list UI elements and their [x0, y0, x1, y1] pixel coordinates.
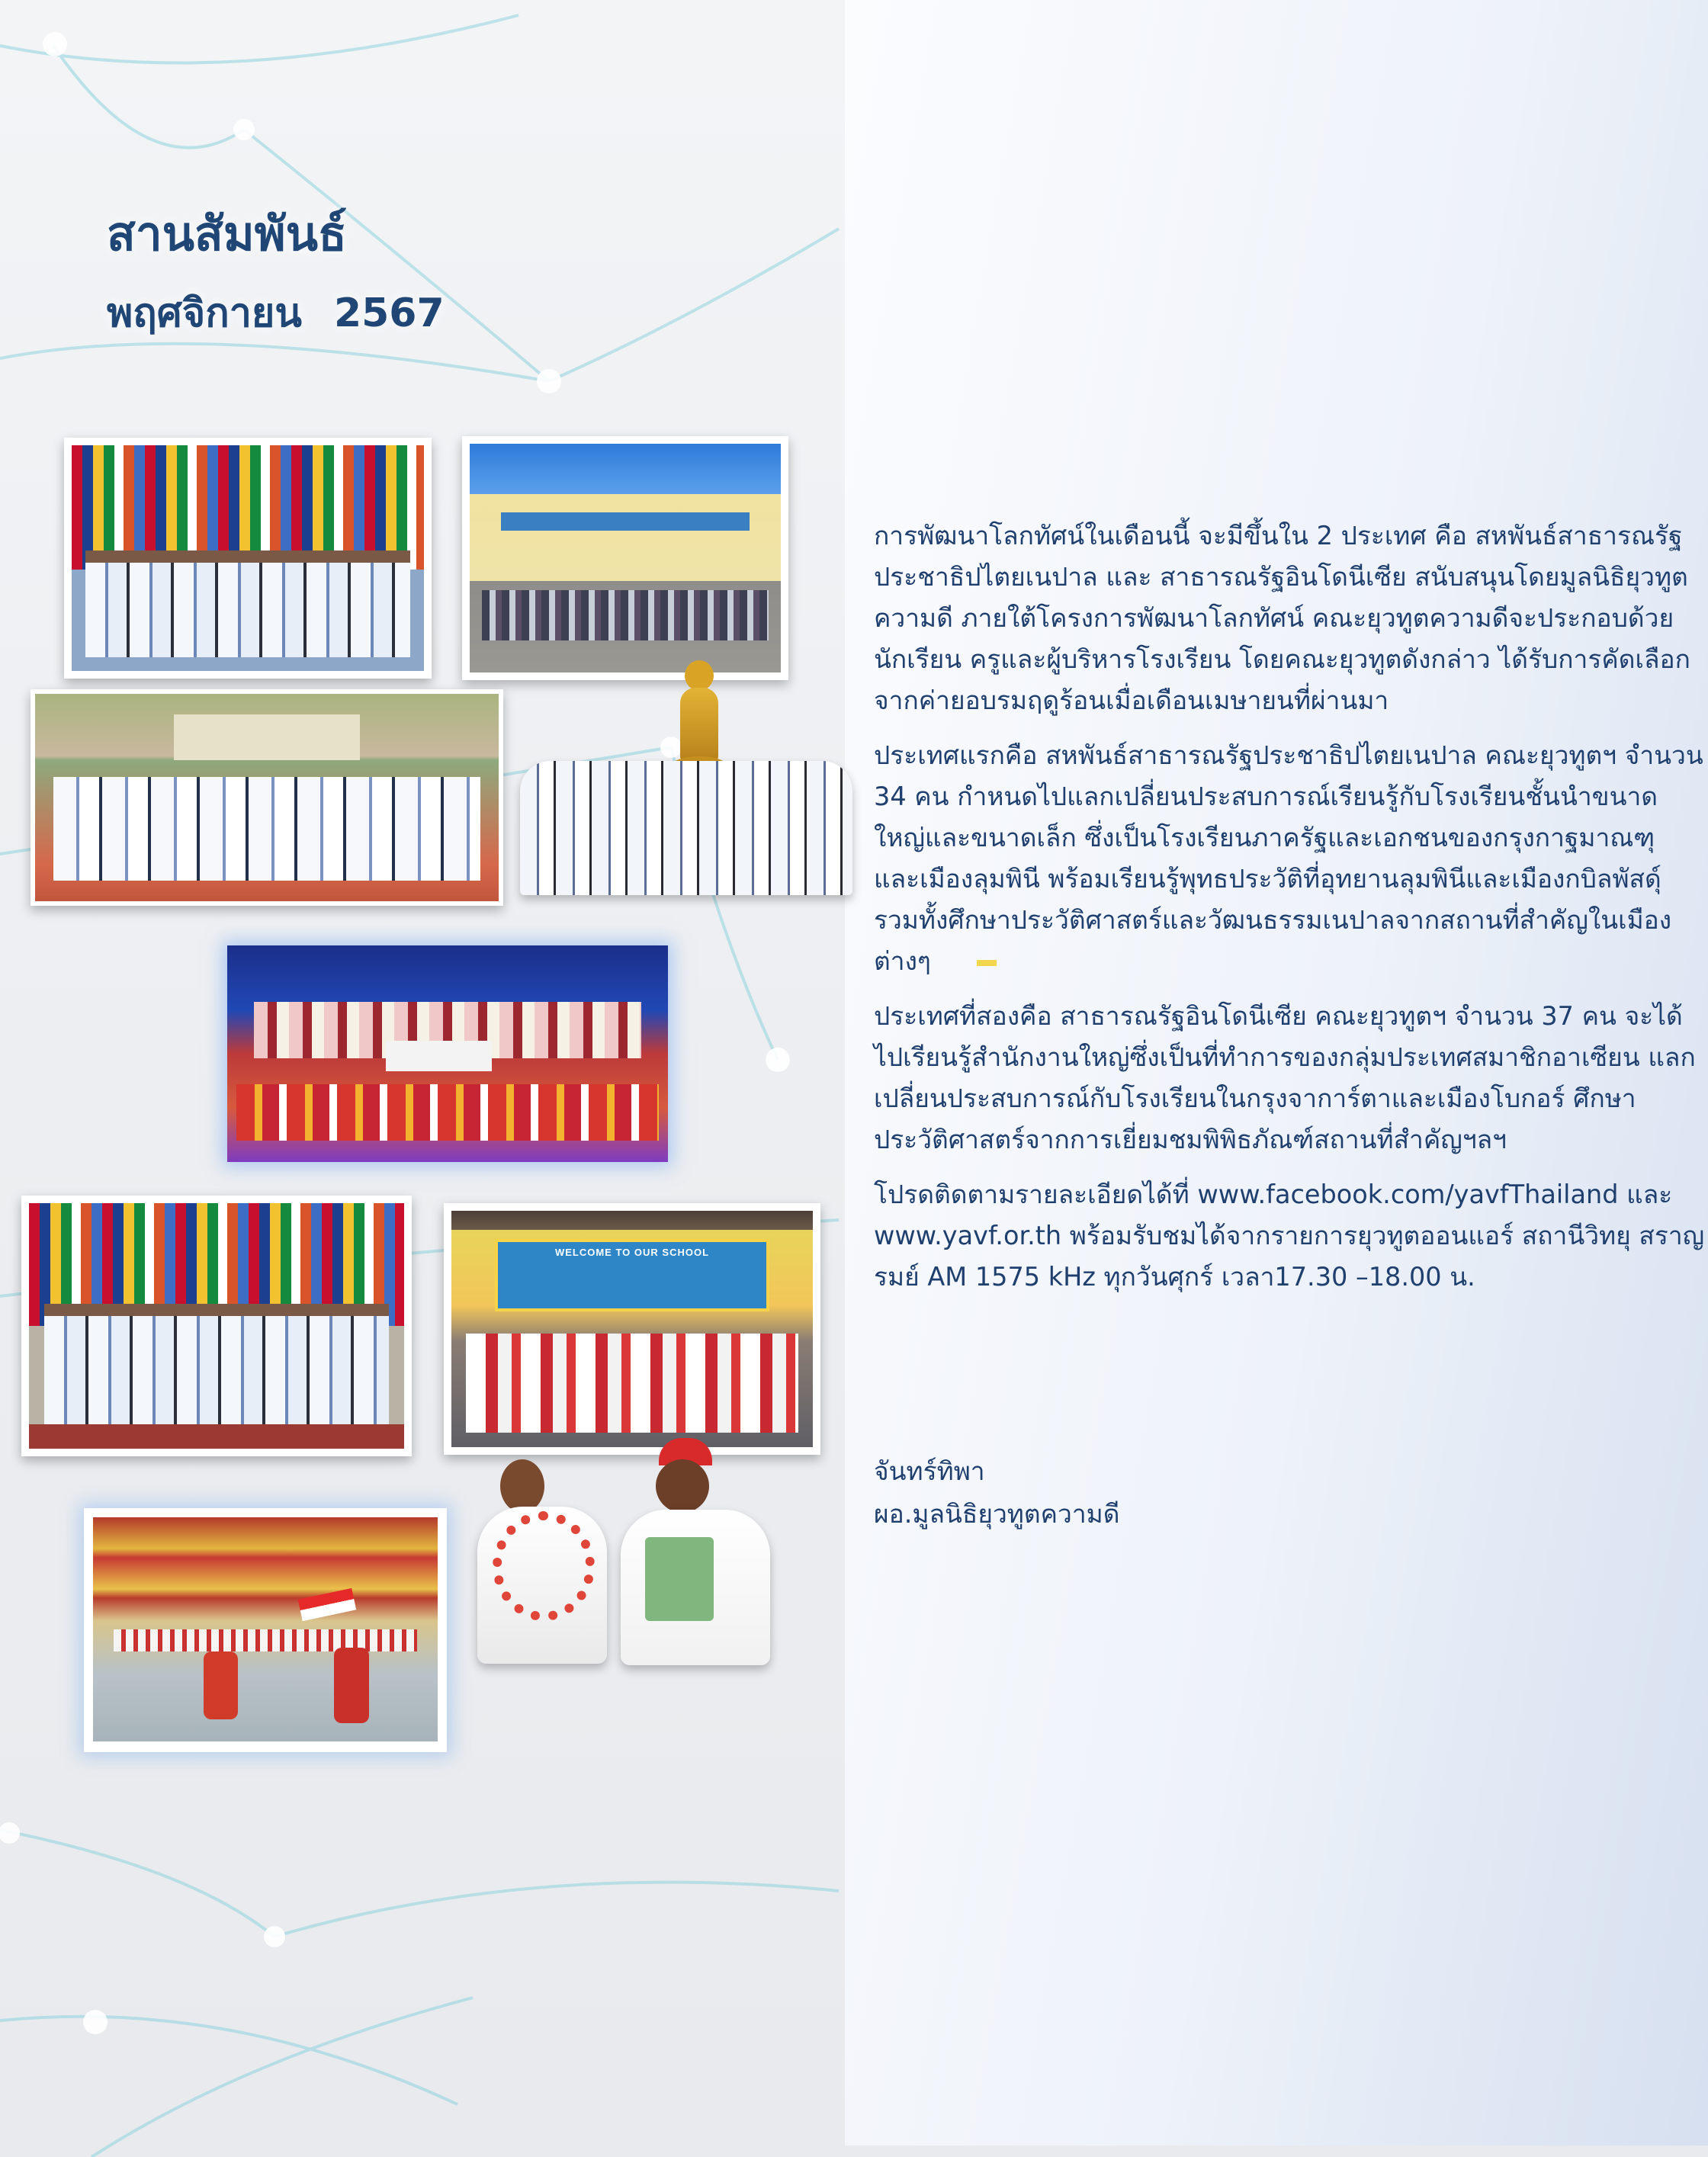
article-paragraph-nepal [874, 735, 1705, 982]
article-body [874, 515, 1705, 1311]
photo-cutout-student-group [520, 761, 852, 895]
article-paragraph-intro: การพัฒนาโลกทัศน์ในเดือนนี้ จะมีขึ้นใน 2 ประเทศ คือ สหพันธ์สาธารณรัฐประชาธิปไตยเนปาล และ สาธารณรัฐอินโดนีเซีย สนับสนุนโดยมูลนิธิยุวทูตความดี ภายใต้โครงการพัฒนาโลกทัศน์ คณะยุวทูตความดีจะประกอบด้วย นักเรียน ครูและผู้บริหารโรงเรียน โดยคณะยุวทูตดังกล่าว ได้รับการคัดเลือกจากค่ายอบรมฤดูร้อนเมื่อเดือนเมษายนที่ผ่านมา [874, 521, 1690, 715]
signature-role: ผอ.มูลนิธิยุวทูตความดี [874, 1499, 1120, 1529]
photo-courtyard-dance [84, 1508, 447, 1752]
photo-welcome-dance [444, 1203, 820, 1455]
photo-group-with-monk [30, 689, 503, 906]
golden-buddha-statue [671, 660, 727, 776]
photo-flags-group-indonesia [21, 1196, 412, 1456]
signature-name: จันทร์ทิพา [874, 1456, 985, 1486]
photo-stage-performance [227, 945, 668, 1162]
issue-month: พฤศจิกายน [107, 290, 302, 336]
welcome-banner-text: WELCOME TO OUR SCHOOL [554, 1246, 710, 1258]
article-paragraph-nepal-text: ประเทศแรกคือ สหพันธ์สาธารณรัฐประชาธิปไตยเนปาล คณะยุวทูตฯ จำนวน 34 คน กำหนดไปแลกเปลี่ยนประสบการณ์เรียนรู้กับโรงเรียนชั้นนำขนาดใหญ่และขนาดเล็ก ซึ่งเป็นโรงเรียนภาครัฐและเอกชนของกรุงกาฐมาณฑุ และเมืองลุมพินี พร้อมเรียนรู้พุทธประวัติที่อุทยานลุมพินีและเมืองกบิลพัสดุ์ รวมทั้งศึกษาประวัติศาสตร์และวัฒนธรรมเนปาลจากสถานที่สำคัญในเมืองต่างๆ [874, 740, 1703, 976]
issue-date [107, 281, 445, 344]
article-paragraph-contact: โปรดติดตามรายละเอียดได้ที่ www.facebook.com/yavfThailand และ www.yavf.or.th พร้อมรับชมได้จากรายการยุวทูตออนแอร์ สถานีวิทยุ สราญรมย์ AM 1575 kHz ทุกวันศุกร์ เวลา17.30 –18.00 น. [874, 1180, 1705, 1292]
photo-flags-group-nepal [64, 438, 432, 679]
issue-year: 2567 [333, 290, 445, 336]
yellow-highlight-mark [977, 960, 997, 966]
signature-block [874, 1450, 1120, 1536]
page-title: สานสัมพันธ์ [107, 206, 347, 262]
photo-school-courtyard [462, 436, 788, 680]
photo-cutout-two-students [477, 1438, 773, 1665]
article-paragraph-indonesia: ประเทศที่สองคือ สาธารณรัฐอินโดนีเซีย คณะยุวทูตฯ จำนวน 37 คน จะได้ไปเรียนรู้สำนักงานใหญ่ซึ่งเป็นที่ทำการของกลุ่มประเทศสมาชิกอาเซียน แลกเปลี่ยนประสบการณ์กับโรงเรียนในกรุงจาการ์ตาและเมืองโบกอร์ ศึกษาประวัติศาสตร์จากการเยี่ยมชมพิพิธภัณฑ์สถานที่สำคัญฯลฯ [874, 1001, 1696, 1154]
